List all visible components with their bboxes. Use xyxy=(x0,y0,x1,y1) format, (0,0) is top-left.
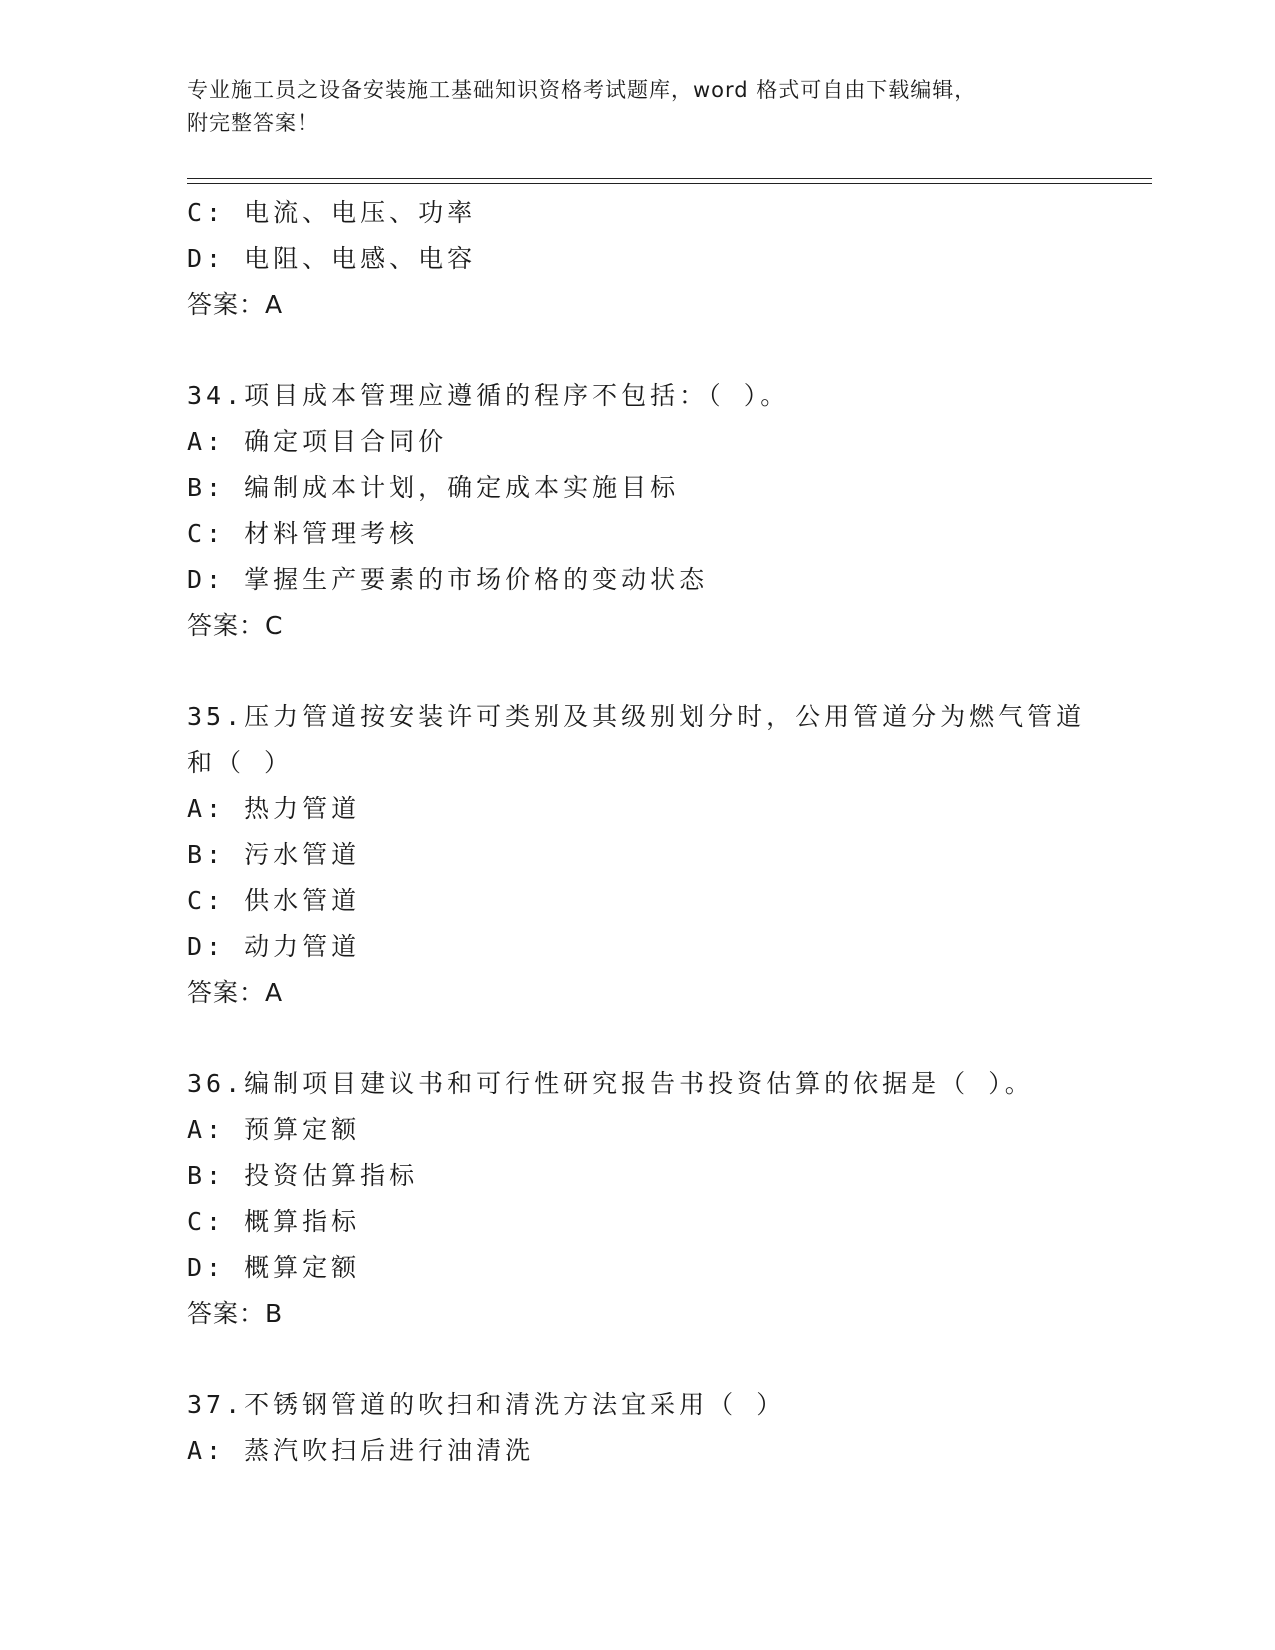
option-d: D: 动力管道 xyxy=(187,932,361,961)
option-b: B: 污水管道 xyxy=(187,840,361,869)
option-a: A: 热力管道 xyxy=(187,794,361,823)
question-stem: 34.项目成本管理应遵循的程序不包括：（ ）。 xyxy=(187,381,790,410)
header-line-1: 专业施工员之设备安装施工基础知识资格考试题库，word 格式可自由下载编辑， xyxy=(187,78,977,102)
answer-line: 答案：A xyxy=(187,290,284,319)
question-stem-line-1: 35.压力管道按安装许可类别及其级别划分时，公用管道分为燃气管道 xyxy=(187,702,1086,731)
option-b: B: 投资估算指标 xyxy=(187,1161,419,1190)
option-c: C: 概算指标 xyxy=(187,1207,361,1236)
option-b: B: 编制成本计划，确定成本实施目标 xyxy=(187,473,680,502)
header-divider-bottom xyxy=(187,183,1152,184)
question-stem: 36.编制项目建议书和可行性研究报告书投资估算的依据是（ ）。 xyxy=(187,1069,1034,1098)
option-c: C: 材料管理考核 xyxy=(187,519,419,548)
header-line-2: 附完整答案！ xyxy=(187,111,319,135)
answer-line: 答案：A xyxy=(187,978,284,1007)
option-a: A: 预算定额 xyxy=(187,1115,361,1144)
option-a: A: 确定项目合同价 xyxy=(187,427,448,456)
answer-line: 答案：C xyxy=(187,611,284,640)
header-divider-top xyxy=(187,178,1152,179)
question-block-36 xyxy=(187,1061,1087,1337)
question-stem-line-2: 和（ ） xyxy=(187,748,294,777)
option-d: D: 电阻、电感、电容 xyxy=(187,244,477,273)
question-block-33 xyxy=(187,190,1087,328)
document-header xyxy=(187,74,1067,140)
question-block-34 xyxy=(187,373,1087,649)
option-c: C: 电流、电压、功率 xyxy=(187,198,477,227)
question-block-35 xyxy=(187,694,1087,1016)
option-d: D: 掌握生产要素的市场价格的变动状态 xyxy=(187,565,709,594)
option-c: C: 供水管道 xyxy=(187,886,361,915)
question-content xyxy=(187,190,1087,1474)
question-stem: 37.不锈钢管道的吹扫和清洗方法宜采用（ ） xyxy=(187,1390,786,1419)
question-block-37 xyxy=(187,1382,1087,1474)
answer-line: 答案：B xyxy=(187,1299,284,1328)
option-a: A: 蒸汽吹扫后进行油清洗 xyxy=(187,1436,535,1465)
option-d: D: 概算定额 xyxy=(187,1253,361,1282)
